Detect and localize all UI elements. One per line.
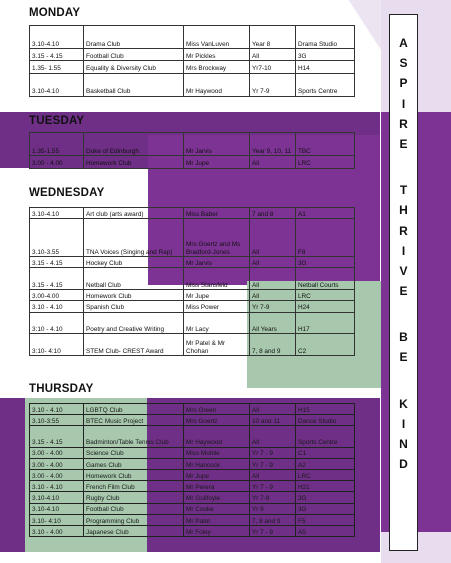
timetable-wednesday	[29, 207, 355, 356]
time-cell: 3.15 - 4.15	[30, 426, 84, 447]
club-cell: Games Club	[84, 458, 184, 469]
values-letter: S	[399, 56, 408, 71]
club-cell: Art club (arts award)	[84, 208, 184, 219]
room-cell: LRC	[296, 470, 355, 481]
time-cell: 3.10-4.10	[30, 26, 84, 49]
year-cell: 7, 8 and 9	[250, 334, 296, 356]
timetable-row	[30, 49, 355, 61]
year-cell: Yr7-10	[250, 61, 296, 73]
staff-cell: Miss Mohile	[184, 447, 250, 458]
values-letter: I	[401, 96, 406, 111]
staff-cell: Mrs Goertz	[184, 415, 250, 426]
values-letter: H	[399, 203, 408, 218]
timetable-row	[30, 301, 355, 312]
values-letter: P	[399, 76, 408, 91]
staff-cell: Mr Patel & Mr Chohan	[184, 334, 250, 356]
time-cell: 1.35- 1.55	[30, 61, 84, 73]
day-heading-thursday: THURSDAY	[29, 383, 94, 395]
time-cell: 3.10- 4:10	[30, 514, 84, 525]
club-cell: Science Club	[84, 447, 184, 458]
club-cell: Badminton/Table Tennis Club	[84, 426, 184, 447]
staff-cell: Miss Stansfeld	[184, 268, 250, 290]
year-cell: All Years	[250, 312, 296, 334]
room-cell: 3G	[296, 257, 355, 268]
room-cell: 3G	[296, 492, 355, 503]
day-heading-monday: MONDAY	[29, 7, 81, 19]
staff-cell: Miss Baber	[184, 208, 250, 219]
staff-cell: Miss VanLuven	[184, 26, 250, 49]
values-letter: B	[399, 330, 408, 345]
year-cell: All	[250, 156, 296, 168]
club-cell: Football Club	[84, 49, 184, 61]
club-cell: BTEC Music Project	[84, 415, 184, 426]
values-letter: E	[399, 136, 408, 151]
year-cell: All	[250, 426, 296, 447]
staff-cell: Mrs Goertz and Ms Bradford-Jones	[184, 219, 250, 257]
year-cell: Yr 7 - 9	[250, 447, 296, 458]
timetable-row	[30, 447, 355, 458]
room-cell: Netball Courts	[296, 268, 355, 290]
club-cell: Japanese Club	[84, 525, 184, 536]
staff-cell: Mr Jarvis	[184, 133, 250, 156]
staff-cell: Mr Guilfoyle	[184, 492, 250, 503]
timetable-row	[30, 492, 355, 503]
club-cell: Homework Club	[84, 156, 184, 168]
values-letter: R	[399, 223, 408, 238]
timetable-row	[30, 525, 355, 536]
timetable-row	[30, 268, 355, 290]
time-cell: 3.15 - 4.15	[30, 257, 84, 268]
room-cell: Dance Studio	[296, 415, 355, 426]
staff-cell: Miss Power	[184, 301, 250, 312]
staff-cell: Mr Haywood	[184, 73, 250, 96]
year-cell: Yr 9	[250, 503, 296, 514]
room-cell: Sports Centre	[296, 73, 355, 96]
room-cell: C1	[296, 447, 355, 458]
club-cell: Rugby Club	[84, 492, 184, 503]
club-cell: STEM Club- CREST Award	[84, 334, 184, 356]
club-cell: Poetry and Creative Writing	[84, 312, 184, 334]
time-cell: 3.10-4.10	[30, 492, 84, 503]
timetable-row	[30, 470, 355, 481]
room-cell: C2	[296, 334, 355, 356]
year-cell: All	[250, 404, 296, 415]
room-cell: H15	[296, 404, 355, 415]
year-cell: Yr 7-9	[250, 301, 296, 312]
values-letter: T	[399, 183, 408, 198]
staff-cell: Mr Foley	[184, 525, 250, 536]
year-cell: All	[250, 290, 296, 301]
year-cell: 7, 8 and 9	[250, 514, 296, 525]
club-cell: Football Club	[84, 503, 184, 514]
time-cell: 3.15 - 4.15	[30, 49, 84, 61]
values-letter: I	[401, 243, 406, 258]
time-cell: 1.35-1.55	[30, 133, 84, 156]
timetable-thursday	[29, 403, 355, 537]
room-cell: F8	[296, 219, 355, 257]
staff-cell: Mr Patel	[184, 514, 250, 525]
year-cell: Year 9, 10, 11	[250, 133, 296, 156]
time-cell: 3.10 - 4.00	[30, 525, 84, 536]
club-cell: Netball Club	[84, 268, 184, 290]
timetable-row	[30, 156, 355, 168]
time-cell: 3.10-3:55	[30, 415, 84, 426]
time-cell: 3:10- 4:10	[30, 334, 84, 356]
club-cell: French Film Club	[84, 481, 184, 492]
room-cell: 3G	[296, 503, 355, 514]
timetable-row	[30, 415, 355, 426]
values-letter: E	[399, 350, 408, 365]
staff-cell: Mr Pickles	[184, 49, 250, 61]
room-cell: LRC	[296, 290, 355, 301]
club-cell: Spanish Club	[84, 301, 184, 312]
values-letter: K	[399, 396, 408, 411]
timetable-row	[30, 133, 355, 156]
year-cell: All	[250, 257, 296, 268]
room-cell: A5	[296, 525, 355, 536]
time-cell: 3.10-4.10	[30, 73, 84, 96]
room-cell: TBC	[296, 133, 355, 156]
values-letter: R	[399, 116, 408, 131]
year-cell: Yr 7-9	[250, 492, 296, 503]
timetable-row	[30, 208, 355, 219]
year-cell: Yr 7 - 9	[250, 481, 296, 492]
staff-cell: Mr Jupe	[184, 290, 250, 301]
room-cell: Drama Studio	[296, 26, 355, 49]
room-cell: H14	[296, 61, 355, 73]
values-letter: A	[399, 36, 408, 50]
year-cell: 7 and 8	[250, 208, 296, 219]
room-cell: LRC	[296, 156, 355, 168]
time-cell: 3:10 - 4.10	[30, 312, 84, 334]
time-cell: 3.00 - 4.00	[30, 470, 84, 481]
room-cell: 3G	[296, 49, 355, 61]
staff-cell: Mrs Brockway	[184, 61, 250, 73]
staff-cell: Mr Haywood	[184, 426, 250, 447]
timetable-row	[30, 426, 355, 447]
club-cell: Equality & Diversity Club	[84, 61, 184, 73]
club-cell: Homework Club	[84, 290, 184, 301]
staff-cell: Mr Hancock	[184, 458, 250, 469]
club-cell: Homework Club	[84, 470, 184, 481]
staff-cell: Mr Jupe	[184, 156, 250, 168]
time-cell: 3.10 - 4.10	[30, 481, 84, 492]
room-cell: H21	[296, 481, 355, 492]
timetable-row	[30, 61, 355, 73]
staff-cell: Mr Cooke	[184, 503, 250, 514]
time-cell: 3.10-3.55	[30, 219, 84, 257]
timetable-row	[30, 73, 355, 96]
year-cell: All	[250, 49, 296, 61]
values-letter: D	[399, 457, 408, 472]
day-heading-wednesday: WEDNESDAY	[29, 187, 105, 199]
values-sidebar	[389, 14, 418, 551]
time-cell: 3.10-4.10	[30, 208, 84, 219]
time-cell: 3.10 - 4.10	[30, 301, 84, 312]
time-cell: 3.00 - 4.00	[30, 447, 84, 458]
timetable-row	[30, 404, 355, 415]
club-cell: TNA Voices (Singing and Rap)	[84, 219, 184, 257]
room-cell: F5	[296, 514, 355, 525]
time-cell: 3.00 - 4.00	[30, 458, 84, 469]
year-cell: Year 8	[250, 26, 296, 49]
values-letter: I	[401, 416, 406, 431]
club-cell: Duke of Edinburgh	[84, 133, 184, 156]
year-cell: Yr 7 - 9	[250, 525, 296, 536]
club-cell: Drama Club	[84, 26, 184, 49]
timetable-row	[30, 514, 355, 525]
timetable-row	[30, 219, 355, 257]
timetable-row	[30, 458, 355, 469]
year-cell: All	[250, 470, 296, 481]
staff-cell: Mr Perera	[184, 481, 250, 492]
time-cell: 3.00 - 4.00	[30, 156, 84, 168]
values-letter: E	[399, 284, 408, 299]
timetable-row	[30, 290, 355, 301]
time-cell: 3.00-4.00	[30, 290, 84, 301]
timetable-row	[30, 334, 355, 356]
year-cell: Yr 7-9	[250, 73, 296, 96]
room-cell: A1	[296, 208, 355, 219]
year-cell: 10 and 11	[250, 415, 296, 426]
timetable-row	[30, 312, 355, 334]
club-cell: Hockey Club	[84, 257, 184, 268]
time-cell: 3.15 - 4.15	[30, 268, 84, 290]
year-cell: All	[250, 268, 296, 290]
values-letter: V	[399, 263, 408, 278]
room-cell: H17	[296, 312, 355, 334]
timetable-monday	[29, 25, 355, 97]
day-heading-tuesday: TUESDAY	[29, 115, 85, 127]
timetable-row	[30, 481, 355, 492]
staff-cell: Mrs Green	[184, 404, 250, 415]
time-cell: 3.10 - 4.10	[30, 404, 84, 415]
staff-cell: Mr Jarvis	[184, 257, 250, 268]
room-cell: Sports Centre	[296, 426, 355, 447]
room-cell: A2	[296, 458, 355, 469]
timetable-row	[30, 257, 355, 268]
time-cell: 3.10-4.10	[30, 503, 84, 514]
year-cell: Yr 7 - 9	[250, 458, 296, 469]
timetable-tuesday	[29, 132, 355, 169]
club-cell: LGBTQ Club	[84, 404, 184, 415]
room-cell: H24	[296, 301, 355, 312]
staff-cell: Mr Jupe	[184, 470, 250, 481]
year-cell: All	[250, 219, 296, 257]
timetable-row	[30, 503, 355, 514]
staff-cell: Mr Lacy	[184, 312, 250, 334]
timetable-row	[30, 26, 355, 49]
values-letter: N	[399, 437, 408, 451]
club-cell: Basketball Club	[84, 73, 184, 96]
club-cell: Programming Club	[84, 514, 184, 525]
